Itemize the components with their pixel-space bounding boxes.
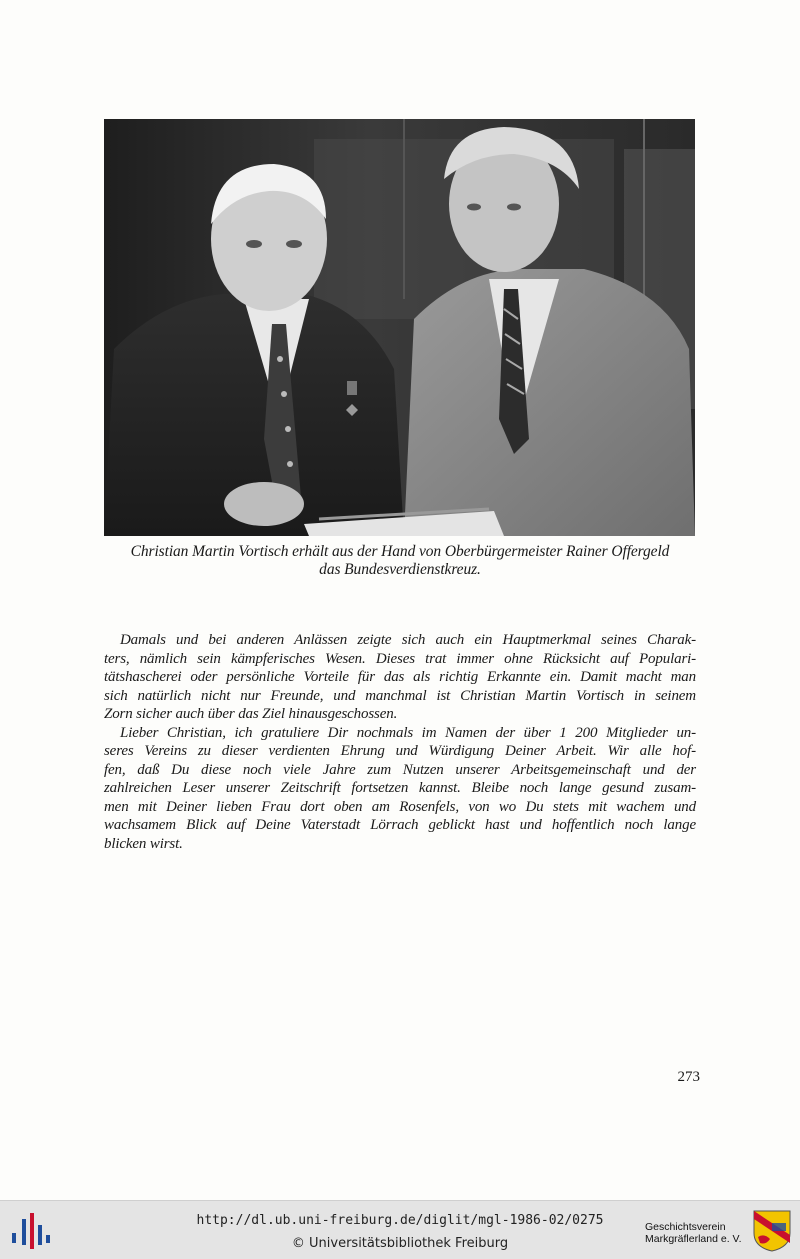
body-text <box>104 631 696 853</box>
caption-line-2: das Bundesverdienstkreuz. <box>319 561 481 578</box>
paragraph-line: sich natürlich nicht nur Freunde, und manchmal ist Christian Martin Vortisch in seinem <box>104 687 696 704</box>
paragraph-line: Lieber Christian, ich gratuliere Dir nochmals im Namen der über 1 200 Mitglieder un- <box>120 724 696 741</box>
photo-caption <box>95 543 705 579</box>
society-name-line-1: Geschichtsverein <box>645 1221 726 1233</box>
document-url-link[interactable]: http://dl.ub.uni-freiburg.de/diglit/mgl-1986-02/0275 <box>196 1213 604 1228</box>
paragraph-line: zahlreichen Leser unserer Zeitschrift fortsetzen kannst. Bleibe noch lange gesund zusam- <box>104 780 696 796</box>
paragraph-line: blicken wirst. <box>104 835 183 852</box>
coat-of-arms-icon[interactable] <box>752 1209 792 1253</box>
caption-line-1: Christian Martin Vortisch erhält aus der Hand von Oberbürgermeister Rainer Offergeld <box>130 543 670 560</box>
paragraph-line: tätshascherei oder persönliche Vorteile für das als richtig Erkannte ein. Damit macht man <box>104 669 696 685</box>
photograph <box>104 119 695 536</box>
paragraph-line: seres Vereins zu dieser verdienten Ehrung und Würdigung Deiner Arbeit. Wir alle hof- <box>104 743 696 759</box>
paragraph-line: Zorn sicher auch über das Ziel hinausgeschossen. <box>104 706 398 722</box>
ub-freiburg-logo-icon[interactable] <box>8 1211 52 1251</box>
copyright-notice: © Universitätsbibliothek Freiburg <box>291 1236 509 1251</box>
society-name[interactable] <box>645 1221 755 1245</box>
paragraph-line: men mit Deiner lieben Frau dort oben am Rosenfels, von wo Du stets mit wachem und <box>104 798 696 815</box>
photograph-two-men-icon <box>104 119 695 536</box>
page-number: 273 <box>677 1069 700 1085</box>
society-name-line-2: Markgräflerland e. V. <box>645 1233 742 1245</box>
paragraph-line: fen, daß Du diese noch viele Jahre zum Nutzen unserer Arbeitsgemeinschaft und der <box>104 761 696 778</box>
viewer-footer <box>0 1200 800 1259</box>
paragraph-line: Damals und bei anderen Anlässen zeigte sich auch ein Hauptmerkmal seines Charak- <box>120 632 696 648</box>
paragraph-line: wachsamem Blick auf Deine Vaterstadt Lörrach geblickt hast und hoffentlich noch lange <box>104 817 696 833</box>
paragraph-line: ters, nämlich sein kämpferisches Wesen. Dieses trat immer ohne Rücksicht auf Populari- <box>104 650 696 667</box>
